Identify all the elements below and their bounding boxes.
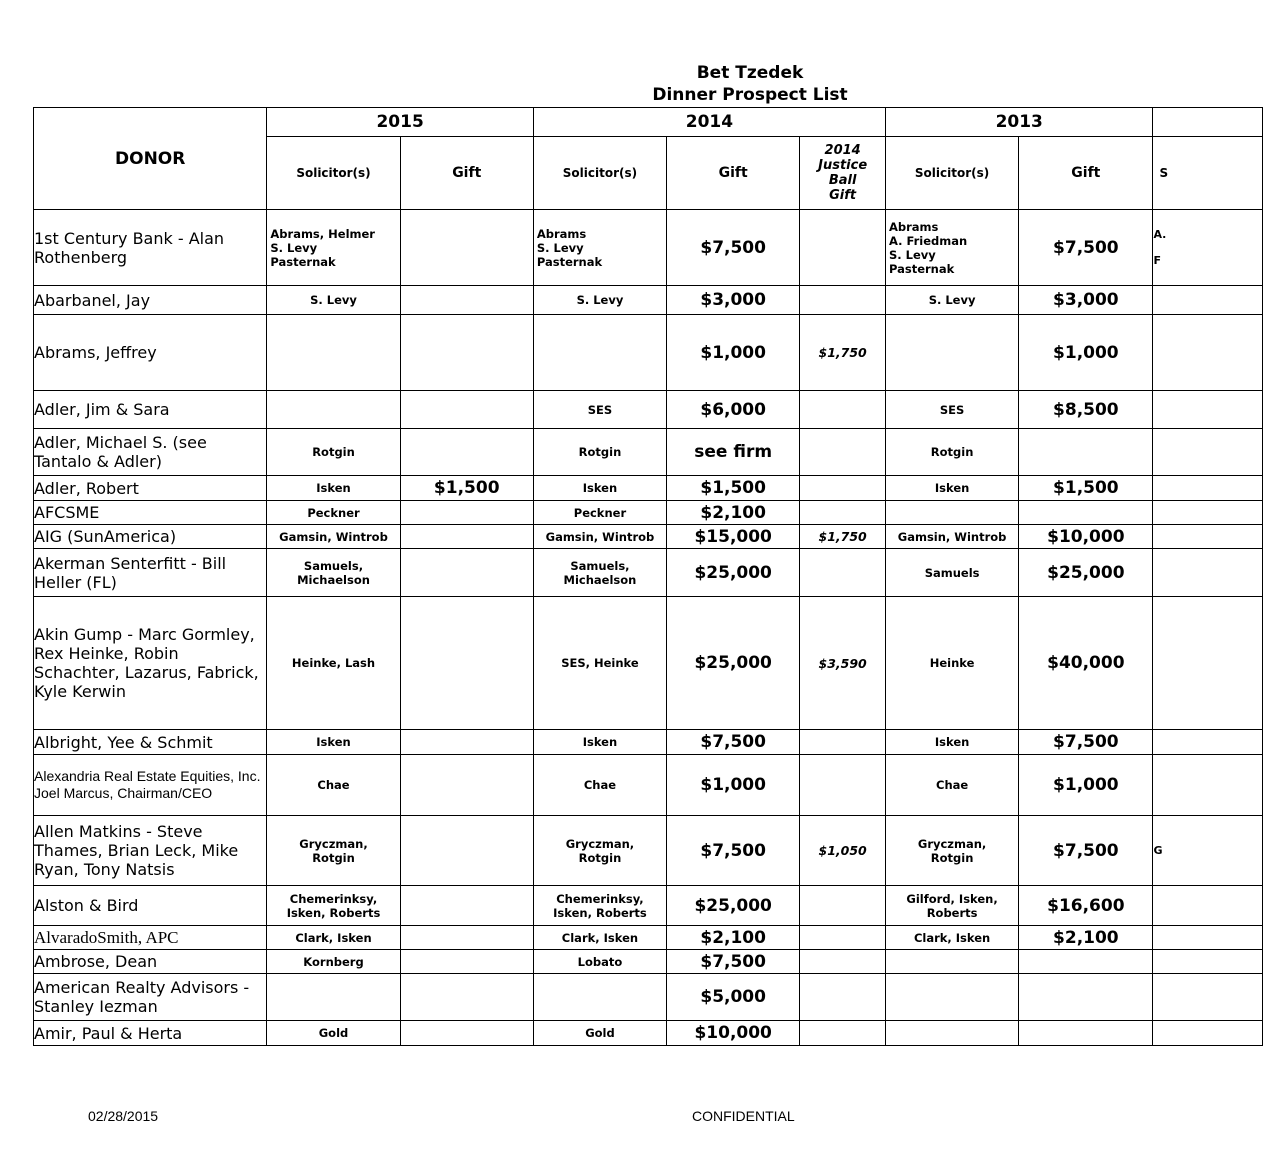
solicitors-2015-cell: Isken	[267, 730, 400, 755]
gift-2014-cell: $7,500	[667, 950, 800, 974]
gift-2014-cell: $6,000	[667, 391, 800, 429]
document-title	[520, 62, 980, 106]
gift-2013-cell	[1019, 950, 1153, 974]
solicitors-2014-cell: Clark, Isken	[533, 926, 666, 950]
table-row	[34, 501, 1263, 525]
solicitors-2013-cell: Heinke	[885, 597, 1018, 730]
table-row	[34, 525, 1263, 549]
gift-2014-header: Gift	[667, 137, 800, 210]
gift-2015-cell	[400, 755, 533, 816]
gift-2014-cell: $25,000	[667, 549, 800, 597]
year-header-row	[34, 108, 1263, 137]
solicitors-2013-cell: Isken	[885, 476, 1018, 501]
year-2015-header: 2015	[267, 108, 533, 137]
gift-2014-cell: $1,000	[667, 315, 800, 391]
donor-cell: Adler, Michael S. (see Tantalo & Adler)	[34, 429, 267, 476]
solicitors-2015-cell: Isken	[267, 476, 400, 501]
donor-cell: AlvaradoSmith, APC	[34, 926, 267, 950]
gift-2014-cell: $25,000	[667, 886, 800, 926]
solicitors-2013-cell	[885, 501, 1018, 525]
gift-2013-cell	[1019, 501, 1153, 525]
next-year-cell	[1153, 597, 1263, 730]
gift-2013-cell: $25,000	[1019, 549, 1153, 597]
solicitors-2015-cell: Clark, Isken	[267, 926, 400, 950]
gift-2015-cell	[400, 950, 533, 974]
table-row	[34, 315, 1263, 391]
gift-2014-cell: $2,100	[667, 501, 800, 525]
solicitors-2014-cell: Gold	[533, 1021, 666, 1046]
justice-ball-gift-cell	[800, 210, 886, 286]
table-row	[34, 886, 1263, 926]
donor-cell: 1st Century Bank - Alan Rothenberg	[34, 210, 267, 286]
footer-confidential: CONFIDENTIAL	[692, 1108, 795, 1124]
solicitors-2015-cell: Rotgin	[267, 429, 400, 476]
donor-cell: Alexandria Real Estate Equities, Inc. Joel Marcus, Chairman/CEO	[34, 755, 267, 816]
gift-2014-cell: $1,000	[667, 755, 800, 816]
solicitors-2013-cell: Gamsin, Wintrob	[885, 525, 1018, 549]
solicitors-2014-cell: Samuels, Michaelson	[533, 549, 666, 597]
solicitors-2013-cell: Rotgin	[885, 429, 1018, 476]
next-year-cell	[1153, 429, 1263, 476]
gift-2015-header: Gift	[400, 137, 533, 210]
gift-2014-cell: $7,500	[667, 730, 800, 755]
gift-2015-cell	[400, 730, 533, 755]
gift-2013-cell: $40,000	[1019, 597, 1153, 730]
next-year-cell	[1153, 1021, 1263, 1046]
solicitors-2015-cell: Heinke, Lash	[267, 597, 400, 730]
solicitors-2013-cell: Clark, Isken	[885, 926, 1018, 950]
gift-2015-cell	[400, 597, 533, 730]
gift-2015-cell	[400, 391, 533, 429]
gift-2013-cell: $3,000	[1019, 286, 1153, 315]
gift-2015-cell	[400, 886, 533, 926]
next-year-cell	[1153, 525, 1263, 549]
gift-2013-cell	[1019, 429, 1153, 476]
solicitors-2014-header: Solicitor(s)	[533, 137, 666, 210]
gift-2015-cell	[400, 926, 533, 950]
solicitors-2014-cell: Isken	[533, 476, 666, 501]
donor-cell: Akin Gump - Marc Gormley, Rex Heinke, Robin Schachter, Lazarus, Fabrick, Kyle Kerwin	[34, 597, 267, 730]
donor-cell: Allen Matkins - Steve Thames, Brian Leck, Mike Ryan, Tony Natsis	[34, 816, 267, 886]
title-org: Bet Tzedek	[696, 63, 804, 83]
justice-ball-gift-header	[800, 137, 886, 210]
solicitors-2014-cell: Lobato	[533, 950, 666, 974]
solicitors-2014-cell: Chae	[533, 755, 666, 816]
solicitors-2014-cell: Gamsin, Wintrob	[533, 525, 666, 549]
solicitors-2014-cell: Peckner	[533, 501, 666, 525]
gift-2013-cell: $16,600	[1019, 886, 1153, 926]
table-row	[34, 1021, 1263, 1046]
prospect-table	[33, 107, 1263, 1046]
solicitors-2015-cell	[267, 391, 400, 429]
donor-cell: Akerman Senterfitt - Bill Heller (FL)	[34, 549, 267, 597]
solicitors-2015-cell: Abrams, Helmer S. Levy Pasternak	[267, 210, 400, 286]
table-row	[34, 210, 1263, 286]
table-row	[34, 974, 1263, 1021]
gift-2013-cell: $7,500	[1019, 210, 1153, 286]
table-row	[34, 549, 1263, 597]
gift-2015-cell	[400, 210, 533, 286]
solicitors-2013-cell: Abrams A. Friedman S. Levy Pasternak	[885, 210, 1018, 286]
solicitors-2014-cell: Abrams S. Levy Pasternak	[533, 210, 666, 286]
justice-ball-gift-cell: $1,750	[800, 525, 886, 549]
gift-2014-cell: $25,000	[667, 597, 800, 730]
donor-cell: Albright, Yee & Schmit	[34, 730, 267, 755]
gift-2014-cell: see firm	[667, 429, 800, 476]
solicitors-2015-cell: Peckner	[267, 501, 400, 525]
table-row	[34, 391, 1263, 429]
justice-ball-gift-cell: $3,590	[800, 597, 886, 730]
next-year-cell	[1153, 501, 1263, 525]
gift-2015-cell	[400, 1021, 533, 1046]
year-next-header	[1153, 108, 1263, 137]
donor-cell: Abarbanel, Jay	[34, 286, 267, 315]
solicitors-2015-cell: Gryczman, Rotgin	[267, 816, 400, 886]
solicitors-2014-cell: Isken	[533, 730, 666, 755]
donor-cell: AFCSME	[34, 501, 267, 525]
gift-2015-cell: $1,500	[400, 476, 533, 501]
next-solicitors-header: S	[1153, 137, 1263, 210]
table-row	[34, 597, 1263, 730]
gift-2015-cell	[400, 525, 533, 549]
solicitors-2015-cell: Gamsin, Wintrob	[267, 525, 400, 549]
table-row	[34, 950, 1263, 974]
donor-header: DONOR	[34, 108, 267, 210]
solicitors-2014-cell: SES, Heinke	[533, 597, 666, 730]
donor-cell: AIG (SunAmerica)	[34, 525, 267, 549]
solicitors-2015-cell: Gold	[267, 1021, 400, 1046]
year-2014-header: 2014	[533, 108, 885, 137]
gift-2013-header: Gift	[1019, 137, 1153, 210]
solicitors-2014-cell: Chemerinksy, Isken, Roberts	[533, 886, 666, 926]
gift-2013-cell	[1019, 1021, 1153, 1046]
solicitors-2015-cell: Kornberg	[267, 950, 400, 974]
donor-cell: Adler, Jim & Sara	[34, 391, 267, 429]
solicitors-2015-cell: Chae	[267, 755, 400, 816]
gift-2015-cell	[400, 501, 533, 525]
table-row	[34, 816, 1263, 886]
solicitors-2013-cell	[885, 974, 1018, 1021]
justice-ball-gift-cell	[800, 549, 886, 597]
solicitors-2015-cell	[267, 974, 400, 1021]
gift-2013-cell: $7,500	[1019, 816, 1153, 886]
justice-ball-gift-cell	[800, 391, 886, 429]
gift-2014-cell: $7,500	[667, 210, 800, 286]
solicitors-2013-cell: SES	[885, 391, 1018, 429]
gift-2013-cell: $1,500	[1019, 476, 1153, 501]
solicitors-2015-cell: Chemerinksy, Isken, Roberts	[267, 886, 400, 926]
gift-2015-cell	[400, 315, 533, 391]
solicitors-2013-cell	[885, 315, 1018, 391]
gift-2013-cell: $10,000	[1019, 525, 1153, 549]
justice-ball-gift-cell	[800, 1021, 886, 1046]
table-row	[34, 476, 1263, 501]
gift-2015-cell	[400, 816, 533, 886]
next-year-cell	[1153, 391, 1263, 429]
gift-2015-cell	[400, 429, 533, 476]
donor-cell: Ambrose, Dean	[34, 950, 267, 974]
footer-date: 02/28/2015	[88, 1108, 159, 1124]
title-list-name: Dinner Prospect List	[652, 85, 848, 105]
next-year-cell: G	[1153, 816, 1263, 886]
gift-2014-cell: $7,500	[667, 816, 800, 886]
solicitors-2013-cell: Gryczman, Rotgin	[885, 816, 1018, 886]
solicitors-2013-cell: Gilford, Isken, Roberts	[885, 886, 1018, 926]
solicitors-2013-cell	[885, 1021, 1018, 1046]
solicitors-2015-cell: Samuels, Michaelson	[267, 549, 400, 597]
solicitors-2013-cell: Isken	[885, 730, 1018, 755]
solicitors-2015-cell: S. Levy	[267, 286, 400, 315]
gift-2013-cell: $7,500	[1019, 730, 1153, 755]
next-year-cell	[1153, 549, 1263, 597]
gift-2014-cell: $1,500	[667, 476, 800, 501]
solicitors-2014-cell: S. Levy	[533, 286, 666, 315]
donor-cell: American Realty Advisors - Stanley Iezman	[34, 974, 267, 1021]
next-year-cell	[1153, 476, 1263, 501]
gift-2013-cell: $1,000	[1019, 755, 1153, 816]
solicitors-2013-cell: S. Levy	[885, 286, 1018, 315]
solicitors-2014-cell: SES	[533, 391, 666, 429]
solicitors-2014-cell	[533, 315, 666, 391]
next-year-cell	[1153, 950, 1263, 974]
gift-2015-cell	[400, 549, 533, 597]
justice-ball-gift-cell	[800, 429, 886, 476]
solicitors-2015-header: Solicitor(s)	[267, 137, 400, 210]
table-row	[34, 286, 1263, 315]
year-2013-header: 2013	[885, 108, 1152, 137]
table-row	[34, 730, 1263, 755]
justice-ball-gift-cell	[800, 501, 886, 525]
gift-2013-cell	[1019, 974, 1153, 1021]
solicitors-2013-cell: Samuels	[885, 549, 1018, 597]
solicitors-2013-header: Solicitor(s)	[885, 137, 1018, 210]
next-year-cell	[1153, 926, 1263, 950]
justice-ball-gift-cell: $1,750	[800, 315, 886, 391]
justice-ball-gift-cell	[800, 926, 886, 950]
next-year-cell	[1153, 886, 1263, 926]
prospect-table-viewport	[33, 107, 1169, 1067]
table-row	[34, 755, 1263, 816]
next-year-cell	[1153, 974, 1263, 1021]
gift-2014-cell: $10,000	[667, 1021, 800, 1046]
justice-ball-gift-cell	[800, 974, 886, 1021]
justice-ball-gift-label: 2014 Justice Ball Gift	[818, 143, 868, 203]
solicitors-2013-cell: Chae	[885, 755, 1018, 816]
gift-2015-cell	[400, 286, 533, 315]
donor-cell: Amir, Paul & Herta	[34, 1021, 267, 1046]
donor-cell: Abrams, Jeffrey	[34, 315, 267, 391]
solicitors-2014-cell: Rotgin	[533, 429, 666, 476]
gift-2014-cell: $3,000	[667, 286, 800, 315]
gift-2013-cell: $2,100	[1019, 926, 1153, 950]
gift-2015-cell	[400, 974, 533, 1021]
next-year-cell	[1153, 315, 1263, 391]
gift-2013-cell: $1,000	[1019, 315, 1153, 391]
gift-2014-cell: $2,100	[667, 926, 800, 950]
justice-ball-gift-cell	[800, 886, 886, 926]
justice-ball-gift-cell	[800, 476, 886, 501]
solicitors-2015-cell	[267, 315, 400, 391]
table-row	[34, 926, 1263, 950]
next-year-cell	[1153, 755, 1263, 816]
justice-ball-gift-cell	[800, 950, 886, 974]
donor-cell: Adler, Robert	[34, 476, 267, 501]
next-year-cell: A. F	[1153, 210, 1263, 286]
gift-2014-cell: $5,000	[667, 974, 800, 1021]
gift-2013-cell: $8,500	[1019, 391, 1153, 429]
next-year-cell	[1153, 286, 1263, 315]
solicitors-2014-cell: Gryczman, Rotgin	[533, 816, 666, 886]
justice-ball-gift-cell	[800, 730, 886, 755]
next-year-cell	[1153, 730, 1263, 755]
gift-2014-cell: $15,000	[667, 525, 800, 549]
prospect-rows	[34, 210, 1263, 1046]
donor-cell: Alston & Bird	[34, 886, 267, 926]
justice-ball-gift-cell: $1,050	[800, 816, 886, 886]
table-row	[34, 429, 1263, 476]
justice-ball-gift-cell	[800, 755, 886, 816]
solicitors-2013-cell	[885, 950, 1018, 974]
justice-ball-gift-cell	[800, 286, 886, 315]
solicitors-2014-cell	[533, 974, 666, 1021]
